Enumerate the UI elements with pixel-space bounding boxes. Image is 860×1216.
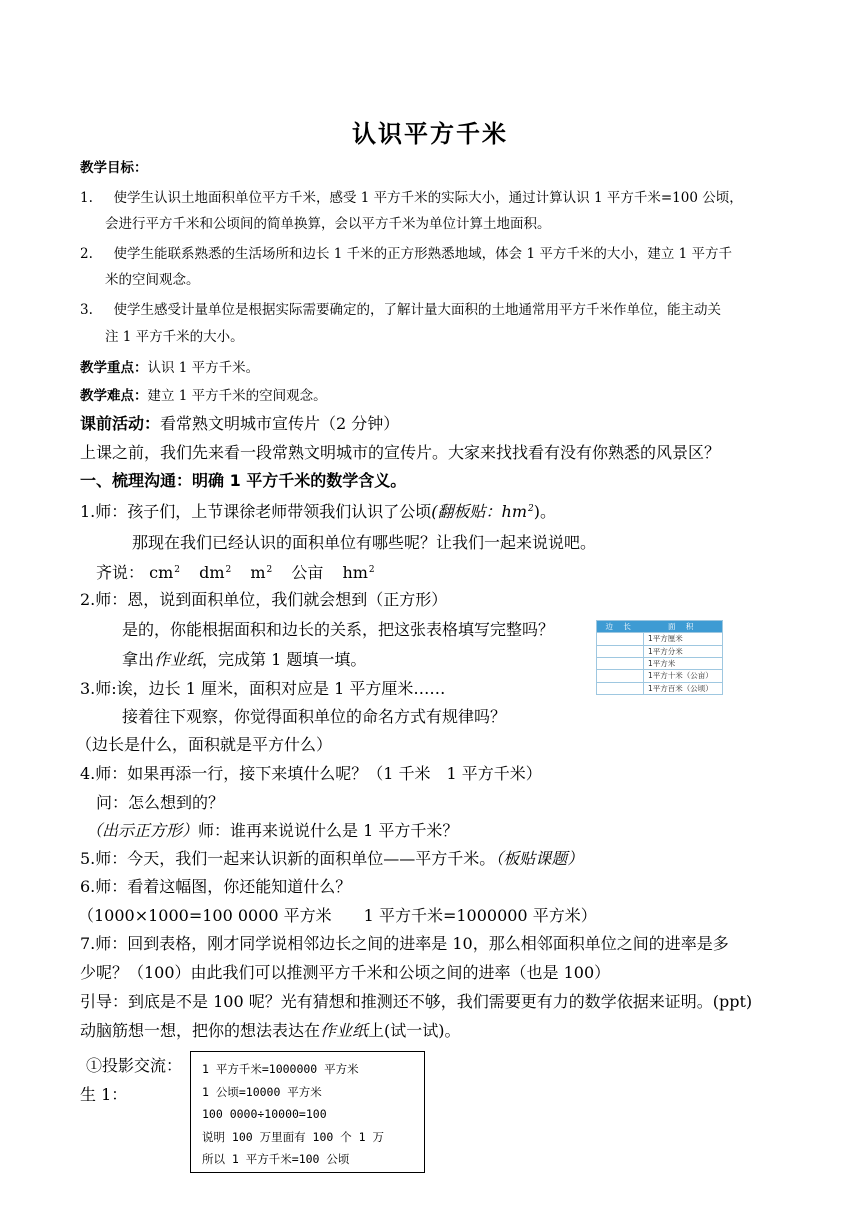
- step-3-answer: （边长是什么，面积就是平方什么）: [76, 735, 333, 754]
- step-1: [80, 502, 556, 522]
- worksheet-ref: 作业纸: [320, 1021, 369, 1040]
- answer-line: 所以 1 平方千米=100 公顷: [202, 1152, 350, 1167]
- units-prefix: 齐说：: [96, 563, 145, 582]
- table-header-area: 面 积: [644, 621, 723, 633]
- board-note: (翻板贴：$hm^2$: [431, 502, 534, 521]
- step-1-question: 那现在我们已经认识的面积单位有哪些呢？让我们一起来说说吧。: [132, 533, 597, 552]
- step-5: 5.师：今天，我们一起来认识新的面积单位——平方千米。（板贴课题）: [80, 849, 584, 868]
- pre-activity-text: 看常熟文明城市宣传片（2 分钟）: [160, 414, 400, 433]
- answer-line: 1 公顷=10000 平方米: [202, 1084, 322, 1099]
- projection-label: ①投影交流：: [86, 1056, 183, 1075]
- worksheet-ref: 作业纸: [154, 650, 203, 669]
- table-row: 1平方厘米: [597, 633, 723, 645]
- step-1-end: )。: [533, 502, 556, 521]
- superscript: 2: [528, 504, 534, 514]
- table-header-side: 边 长: [597, 621, 644, 633]
- goal-number: 3.: [80, 302, 93, 318]
- table-row: 1平方十米（公亩）: [597, 670, 723, 682]
- unit-dm: $dm^2$: [199, 563, 232, 582]
- difficulty-label: 教学难点：: [80, 388, 148, 404]
- page-title: 认识平方千米: [352, 120, 508, 148]
- answer-line: 1 平方千米=1000000 平方米: [202, 1062, 359, 1076]
- show-square-note: （出示正方形）: [86, 821, 199, 840]
- unit-m: $m^2$: [250, 563, 273, 582]
- pre-activity: [80, 414, 399, 434]
- goal-text: 使学生能联系熟悉的生活场所和边长 1 千米的正方形熟悉地域，体会 1 平方千米的大小，建立 1 平方千: [113, 246, 732, 262]
- step-7-cont: 少呢？（100）由此我们可以推测平方千米和公顷之间的进率（也是 100）: [80, 963, 611, 982]
- intro-text: 上课之前，我们先来看一段常熟文明城市的宣传片。大家来找找看有没有你熟悉的风景区？: [80, 443, 721, 462]
- goal-text: 使学生感受计量单位是根据实际需要确定的，了解计量大面积的土地通常用平方千米作单位，能主动关: [113, 302, 721, 318]
- table-row: 1平方米: [597, 657, 723, 669]
- difficulty-text: 建立 1 平方千米的空间观念。: [147, 388, 327, 404]
- goal-1-cont: 会进行平方千米和公顷间的简单换算，会以平方千米为单位计算土地面积。: [105, 216, 551, 232]
- step-3: 3.师:诶，边长 1 厘米，面积对应是 1 平方厘米……: [80, 679, 446, 698]
- goal-1: [80, 188, 743, 208]
- step-4: 4.师：如果再添一行，接下来填什么呢？（1 千米 1 平方千米）: [80, 764, 542, 783]
- key-point: [80, 358, 259, 378]
- guide-text: 引导：到底是不是 100 呢？光有猜想和推测还不够，我们需要更有力的数学依据来证明。(ppt): [80, 992, 753, 1011]
- student-label: 生 1：: [80, 1085, 128, 1104]
- goal-number: 2.: [80, 246, 93, 262]
- goals-heading: 教学目标：: [80, 160, 148, 176]
- units-list: [96, 563, 375, 583]
- answer-line: 100 0000÷10000=100: [202, 1107, 327, 1122]
- step-4-show: （出示正方形）师：谁再来说说什么是 1 平方千米？: [86, 821, 459, 840]
- step-2-task: 拿出作业纸，完成第 1 题填一填。: [122, 650, 367, 669]
- think-text: 动脑筋想一想，把你的想法表达在作业纸上(试一试)。: [80, 1021, 461, 1040]
- step-2-question: 是的，你能根据面积和边长的关系，把这张表格填写完整吗？: [122, 620, 555, 639]
- goal-2-cont: 米的空间观念。: [105, 272, 200, 288]
- goal-text: 使学生认识土地面积单位平方千米，感受 1 平方千米的实际大小，通过计算认识 1 平方千米=100 公顷，: [113, 190, 743, 206]
- goal-2: [80, 244, 732, 264]
- board-title-note: （板贴课题）: [495, 849, 584, 868]
- goal-3-cont: 注 1 平方千米的大小。: [105, 329, 244, 345]
- goal-number: 1.: [80, 190, 93, 206]
- unit-hm: $hm^2$: [342, 563, 375, 582]
- difficulty: [80, 386, 327, 406]
- goal-3: [80, 300, 721, 320]
- step-6: 6.师：看着这幅图，你还能知道什么？: [80, 877, 352, 896]
- unit-cm: $cm^2$: [149, 563, 180, 582]
- pre-activity-label: 课前活动：: [80, 414, 161, 433]
- step-4-question: 问：怎么想到的？: [96, 793, 225, 812]
- table-row: 1平方分米: [597, 645, 723, 657]
- step-7: 7.师：回到表格，刚才同学说相邻边长之间的进率是 10，那么相邻面积单位之间的进率是多: [80, 934, 729, 953]
- answer-line: 说明 100 万里面有 100 个 1 万: [202, 1129, 385, 1144]
- unit-are: 公亩: [291, 563, 324, 582]
- step-1-text: 1.师：孩子们，上节课徐老师带领我们认识了公顷: [80, 502, 432, 521]
- table-row: 1平方百米（公顷）: [597, 682, 723, 694]
- section-heading: 一、梳理沟通：明确 1 平方千米的数学含义。: [80, 471, 407, 490]
- step-6-answer: （1000×1000=100 0000 平方米 1 平方千米=1000000 平方米）: [78, 906, 597, 925]
- step-3-question: 接着往下观察，你觉得面积单位的命名方式有规律吗？: [122, 707, 507, 726]
- key-point-text: 认识 1 平方千米。: [147, 360, 260, 376]
- step-2: 2.师：恩，说到面积单位，我们就会想到（正方形）: [80, 590, 448, 609]
- key-point-label: 教学重点：: [80, 360, 148, 376]
- area-unit-table: [596, 620, 723, 695]
- student-answer-box: [190, 1051, 425, 1173]
